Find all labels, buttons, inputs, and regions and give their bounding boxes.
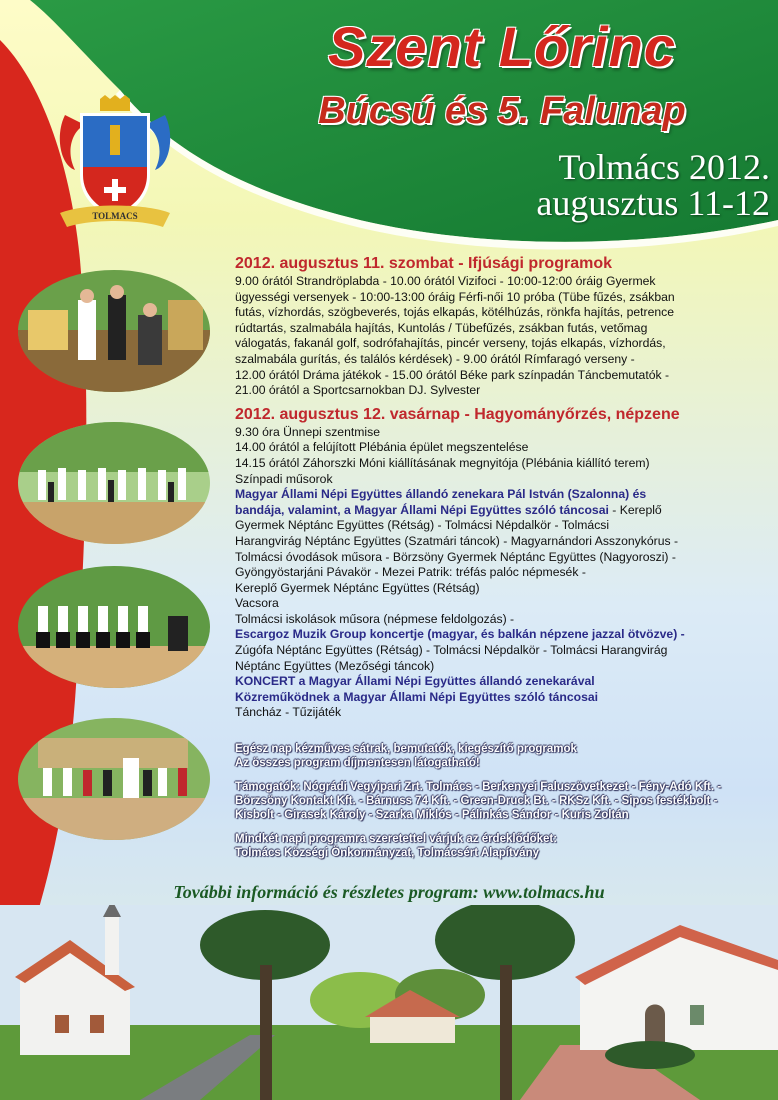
day1-program <box>235 274 770 399</box>
coat-of-arms-icon <box>55 95 175 240</box>
village-landscape-image <box>0 905 778 1100</box>
photo-musicians <box>18 270 210 392</box>
day1-line: válogatás, fakanál golf, sodrófahajítás, pincér verseny, tojás elkapás, vízhordás, <box>235 336 666 351</box>
day2-line: Tolmácsi óvodások műsora - Börzsöny Gyermek Néptánc Együttes (Nagyoroszi) - <box>235 549 676 564</box>
sponsor-line: Kisbolt - Girasek Károly - Szarka Miklós - Pálinkás Sándor - Kuris Zoltán <box>235 809 629 821</box>
page-title: Szent Lőrinc <box>327 15 677 78</box>
day2-title: 2012. augusztus 12. vasárnap - Hagyományőrzés, népzene <box>235 405 680 423</box>
day2-highlight: KONCERT a Magyar Állami Népi Együttes állandó zenekarával <box>235 674 595 689</box>
sponsor-line: Börzsöny Kontakt Kft. - Bárnuss 74 Kft. - Green-Druck Bt. - RKSz Kft. - Sipos festékbolt - <box>235 795 718 807</box>
day1-line: 9.00 órától Strandröplabda - 10.00 órától Vizifoci - 10:00-12:00 óráig Gyermek <box>235 274 656 288</box>
day2-text: - Kereplő <box>608 502 662 517</box>
day2-line: Vacsora <box>235 596 279 611</box>
day2-highlight: Közreműködnek a Magyar Állami Népi Együttes szóló táncosai <box>235 689 599 704</box>
day2-highlight: Magyar Állami Népi Együttes állandó zenekara Pál István (Szalonna) és <box>235 487 647 502</box>
crest-label: TOLMACS <box>92 211 138 221</box>
day2-line: Kereplő Gyermek Néptánc Együttes (Rétság) <box>235 580 480 595</box>
day2-line: 14.15 órától Záhorszki Móni kiállításának megnyitója (Plébánia kiállító terem) <box>235 455 650 470</box>
day2-line: Gyöngyöstarjáni Pávakör - Mezei Patrik: tréfás palóc népmesék - <box>235 565 586 580</box>
info-notes <box>235 742 765 860</box>
day1-line: 12.00 órától Dráma játékok - 15.00 órától Béke park színpadán Táncbemutatók - <box>235 367 670 382</box>
day1-title: 2012. augusztus 11. szombat - Ifjúsági programok <box>235 255 612 272</box>
day2-line: Gyermek Néptánc Együttes (Rétság) - Tolmácsi Népdalkör - Tolmácsi <box>235 518 610 533</box>
day2-line: Néptánc Együttes (Mezőségi táncok) <box>235 658 435 673</box>
day1-line: szalmabála gurítás, és találós kérdések) - 9.00 órától Rímfaragó verseny - <box>235 351 635 366</box>
day2-line: 9.30 óra Ünnepi szentmise <box>235 424 380 439</box>
day2-line: Színpadi műsorok <box>235 471 333 486</box>
day2-line: Táncház - Tűzijáték <box>235 705 342 720</box>
page-subtitle: Búcsú és 5. Falunap <box>318 90 686 132</box>
photo-dance-group <box>18 566 210 688</box>
note-line: Egész nap kézműves sátrak, bemutatók, kiegészítő programok <box>235 743 577 755</box>
welcome-line: Tolmács Községi Önkormányzat, Tolmácsért Alapítvány <box>235 847 539 859</box>
day2-line: Harangvirág Néptánc Együttes (Szatmári táncok) - Magyarnándori Asszonykórus - <box>235 533 679 548</box>
date-line-2: augusztus 11-12 <box>536 183 770 223</box>
day1-line: rúdtartás, szalmabála hajítás, Kuntolás / Tübefűzés, zsákban futás, vetőmag <box>235 320 648 335</box>
day2-line: Zúgófa Néptánc Együttes (Rétság) - Tolmácsi Népdalkör - Tolmácsi Harangvirág <box>235 643 668 658</box>
day2-line: 14.00 órától a felújított Plébánia épület megszentelése <box>235 440 529 455</box>
footer-website-link[interactable]: További információ és részletes program: www.tolmacs.hu <box>173 882 605 902</box>
day1-line: futás, vízhordás, szögbeverés, tojás elkapás, kötélhúzás, rönkfa hajítás, petrence <box>235 305 674 320</box>
day2-highlight: bandája, valamint, a Magyar Állami Népi Együttes szóló táncosai <box>235 502 609 517</box>
day2-highlight: Escargoz Muzik Group koncertje (magyar, és balkán népzene jazzal ötvözve) - <box>235 627 685 642</box>
welcome-line: Mindkét napi programra szeretettel várjuk az érdeklődőket: <box>235 833 558 845</box>
photo-dancers-stage <box>18 422 210 544</box>
photo-children-choir <box>18 718 210 840</box>
day1-line: 21.00 órától a Sportcsarnokban DJ. Sylvester <box>235 383 481 398</box>
note-line: Az összes program díjmentesen látogatható! <box>235 757 480 769</box>
day2-line: Tolmácsi iskolások műsora (népmese feldolgozás) - <box>235 611 515 626</box>
sponsor-line: Támogatók: Nógrádi Vegyipari Zrt. Tolmács - Berkenyei Faluszövetkezet - Fény-Adó Kft. - <box>235 781 722 793</box>
day2-line-mixed <box>235 503 770 519</box>
date-line-1: Tolmács 2012. <box>558 147 770 187</box>
day1-line: ügyességi versenyek - 10:00-13:00 óráig Férfi-női 10 próba (Tübe fűzés, zsákban <box>235 289 675 304</box>
program-content <box>235 254 770 721</box>
